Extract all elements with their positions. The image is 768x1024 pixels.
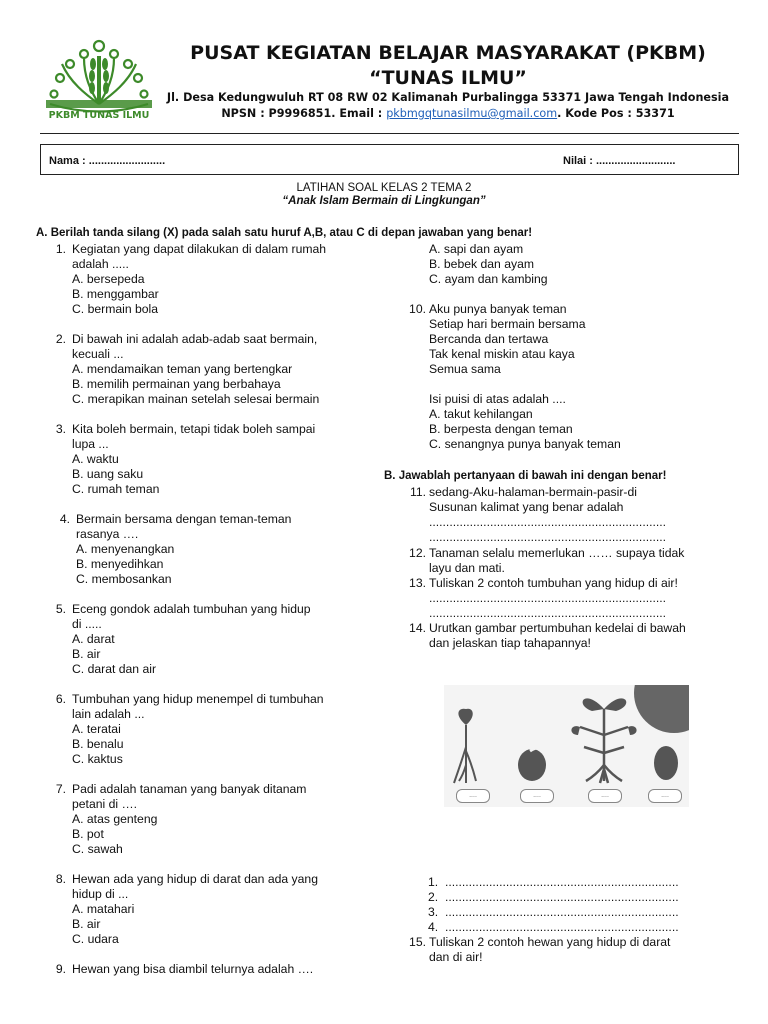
npsn-text: NPSN : P9996851. Email :: [221, 107, 387, 120]
q14-number: 14.: [409, 621, 426, 635]
option[interactable]: A. atas genteng: [72, 812, 158, 826]
question-text: Urutkan gambar pertumbuhan kedelai di bawah: [429, 621, 686, 635]
answer-blank[interactable]: ......................................................................: [429, 530, 667, 544]
postcode-text: . Kode Pos : 53371: [557, 107, 675, 120]
question-number: 5.: [55, 602, 66, 616]
question-text: Tanaman selalu memerlukan …… supaya tidak: [429, 546, 685, 560]
question-text: di .....: [72, 617, 102, 631]
poem-line: Bercanda dan tertawa: [429, 332, 549, 346]
option[interactable]: B. bebek dan ayam: [429, 257, 535, 271]
question-number: 1.: [55, 242, 66, 256]
name-field[interactable]: Nama : .........................: [49, 155, 166, 167]
institution-contact: [160, 107, 736, 120]
score-field[interactable]: Nilai : ..........................: [563, 155, 676, 167]
question-text: dan jelaskan tiap tahapannya!: [429, 636, 591, 650]
question-number: 3.: [55, 422, 66, 436]
option[interactable]: B. uang saku: [72, 467, 144, 481]
option[interactable]: B. air: [72, 917, 101, 931]
question-text: Tuliskan 2 contoh hewan yang hidup di darat: [429, 935, 671, 949]
option[interactable]: C. bermain bola: [72, 302, 159, 316]
option[interactable]: A. menyenangkan: [76, 542, 175, 556]
q15-number: 15.: [409, 935, 426, 949]
question-text: lain adalah ...: [72, 707, 145, 721]
option[interactable]: C. membosankan: [76, 572, 172, 586]
q13-body: [429, 576, 678, 621]
option[interactable]: A. waktu: [72, 452, 119, 466]
institution-name: PUSAT KEGIATAN BELAJAR MASYARAKAT (PKBM): [190, 42, 706, 64]
option[interactable]: A. bersepeda: [72, 272, 145, 286]
question-body: [72, 332, 362, 407]
section-b-instruction: B. Jawablah pertanyaan di bawah ini dengan benar!: [384, 470, 667, 482]
option[interactable]: C. merapikan mainan setelah selesai bermain: [72, 392, 320, 406]
worksheet-subtitle: “Anak Islam Bermain di Lingkungan”: [282, 195, 486, 207]
question-body: [72, 782, 362, 857]
question-body: [72, 422, 362, 497]
question-body: [72, 602, 362, 677]
poem-line: Semua sama: [429, 362, 501, 376]
question-text: Kita boleh bermain, tetapi tidak boleh sampai: [72, 422, 316, 436]
question-text: Isi puisi di atas adalah ....: [429, 392, 566, 406]
answer-line[interactable]: 3. .....................................................................: [428, 905, 679, 919]
option[interactable]: C. sawah: [72, 842, 123, 856]
answer-blank[interactable]: ......................................................................: [429, 606, 667, 620]
question-number: 9.: [55, 962, 66, 976]
question-text: Susunan kalimat yang benar adalah: [429, 500, 624, 514]
question-text: Hewan yang bisa diambil telurnya adalah ….: [72, 962, 314, 976]
answer-line[interactable]: 1. .....................................................................: [428, 875, 679, 889]
option[interactable]: A. darat: [72, 632, 115, 646]
question-body: [72, 872, 362, 947]
question-text: Padi adalah tanaman yang banyak ditanam: [72, 782, 307, 796]
question-text: Tuliskan 2 contoh tumbuhan yang hidup di air!: [429, 576, 678, 590]
question-text: kecuali ...: [72, 347, 124, 361]
option[interactable]: B. benalu: [72, 737, 124, 751]
question-text: layu dan mati.: [429, 561, 505, 575]
question-text: rasanya ….: [76, 527, 139, 541]
q12-body: [429, 546, 684, 576]
letterhead: [0, 0, 768, 140]
option[interactable]: B. menggambar: [72, 287, 159, 301]
option[interactable]: A. sapi dan ayam: [429, 242, 524, 256]
poem-line: Tak kenal miskin atau kaya: [429, 347, 575, 361]
q15-body: [429, 935, 670, 965]
question-text: petani di ….: [72, 797, 138, 811]
answer-blank[interactable]: ......................................................................: [429, 515, 667, 529]
option[interactable]: B. berpesta dengan teman: [429, 422, 573, 436]
option[interactable]: C. kaktus: [72, 752, 123, 766]
q9-options: [429, 242, 548, 287]
question-text: dan di air!: [429, 950, 483, 964]
option[interactable]: B. menyedihkan: [76, 557, 164, 571]
option[interactable]: A. mendamaikan teman yang bertengkar: [72, 362, 293, 376]
option[interactable]: C. senangnya punya banyak teman: [429, 437, 621, 451]
question-text: Tumbuhan yang hidup menempel di tumbuhan: [72, 692, 324, 706]
question-text: adalah .....: [72, 257, 129, 271]
q11-body: [429, 485, 666, 545]
logo-caption: PKBM TUNAS ILMU: [48, 110, 150, 121]
question-number: 2.: [55, 332, 66, 346]
question-text: lupa ...: [72, 437, 109, 451]
question-body: [72, 692, 362, 767]
question-number: 4.: [59, 512, 70, 526]
question-number: 7.: [55, 782, 66, 796]
growth-answer-lines: [428, 875, 679, 935]
q12-number: 12.: [409, 546, 426, 560]
option[interactable]: A. teratai: [72, 722, 121, 736]
q10-poem: [429, 302, 621, 452]
question-text: Kegiatan yang dapat dilakukan di dalam rumah: [72, 242, 327, 256]
option[interactable]: C. ayam dan kambing: [429, 272, 548, 286]
option[interactable]: C. darat dan air: [72, 662, 157, 676]
question-number: 8.: [55, 872, 66, 886]
order-blank[interactable]: ....: [588, 789, 622, 803]
question-text: Hewan ada yang hidup di darat dan ada yang: [72, 872, 318, 886]
section-a-instruction: A. Berilah tanda silang (X) pada salah satu huruf A,B, atau C di depan jawaban yang benar!: [36, 227, 533, 239]
question-text: Eceng gondok adalah tumbuhan yang hidup: [72, 602, 311, 616]
poem-line: Aku punya banyak teman: [429, 302, 567, 316]
soybean-growth-image: [444, 685, 689, 807]
q10-number: 10.: [409, 302, 426, 316]
order-blank[interactable]: ....: [520, 789, 554, 803]
answer-blank[interactable]: ......................................................................: [429, 591, 667, 605]
question-text: Di bawah ini adalah adab-adab saat bermain,: [72, 332, 318, 346]
email-link[interactable]: pkbmgqtunasilmu@gmail.com: [386, 107, 558, 120]
header-divider: [40, 133, 739, 134]
option[interactable]: B. pot: [72, 827, 104, 841]
order-blank[interactable]: ....: [456, 789, 490, 803]
option[interactable]: A. matahari: [72, 902, 135, 916]
question-text: Bermain bersama dengan teman-teman: [76, 512, 292, 526]
institution-address: Jl. Desa Kedungwuluh RT 08 RW 02 Kalimanah Purbalingga 53371 Jawa Tengah Indonesia: [166, 91, 730, 104]
option[interactable]: C. rumah teman: [72, 482, 160, 496]
option[interactable]: B. air: [72, 647, 101, 661]
question-body: [72, 962, 362, 977]
question-text: hidup di ...: [72, 887, 129, 901]
worksheet-title: LATIHAN SOAL KELAS 2 TEMA 2: [296, 182, 472, 194]
q13-number: 13.: [409, 576, 426, 590]
question-body: [72, 242, 362, 317]
answer-line[interactable]: 4. .....................................................................: [428, 920, 679, 934]
answer-line[interactable]: 2. .....................................................................: [428, 890, 679, 904]
question-text: sedang-Aku-halaman-bermain-pasir-di: [429, 485, 637, 499]
option[interactable]: B. memilih permainan yang berbahaya: [72, 377, 281, 391]
q14-body: [429, 621, 686, 651]
student-info-box: [40, 144, 739, 175]
question-body: [76, 512, 366, 587]
order-blank[interactable]: ....: [648, 789, 682, 803]
option[interactable]: A. takut kehilangan: [429, 407, 533, 421]
institution-subname: “TUNAS ILMU”: [369, 67, 527, 89]
poem-line: Setiap hari bermain bersama: [429, 317, 586, 331]
option[interactable]: C. udara: [72, 932, 119, 946]
question-number: 6.: [55, 692, 66, 706]
q11-number: 11.: [409, 485, 426, 499]
